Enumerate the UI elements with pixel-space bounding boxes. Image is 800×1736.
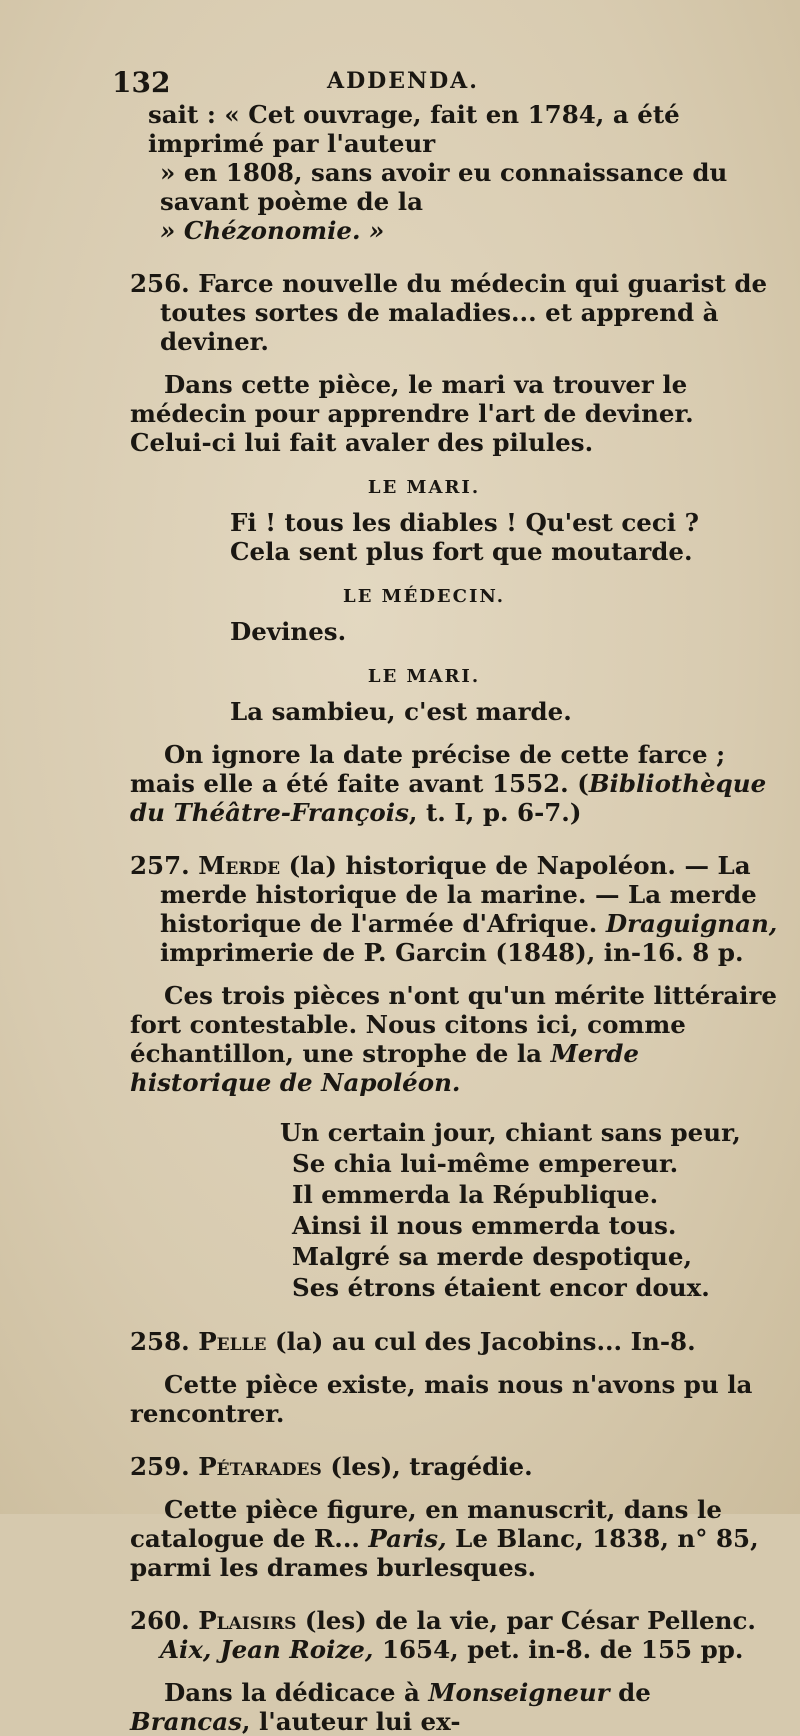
speech-line: Fi ! tous les diables ! Qu'est ceci ? [230, 508, 699, 537]
verse-stanza [130, 1117, 778, 1303]
entry-256-note: On ignore la date précise de cette farce ; mais elle a été faite avant 1552. (Bibliothèque du Théâtre-François, t. I, p. 6-7.) [130, 740, 767, 827]
continuation-quote: sait : « Cet ouvrage, fait en 1784, a été imprimé par l'auteur » en 1808, sans avoir eu connaissance du savant poème de la » Chézonomie. » [148, 100, 728, 245]
entry-256-title: 256. Farce nouvelle du médecin qui guarist de toutes sortes de maladies... et apprend à deviner. [130, 269, 768, 356]
entry-258-note: Cette pièce existe, mais nous n'avons pu la rencontrer. [130, 1370, 753, 1428]
entry-260-note: Dans la dédicace à Monseigneur de Brancas, l'auteur lui ex- [130, 1678, 651, 1736]
verse-line: Ses étrons étaient encor doux. [292, 1273, 710, 1302]
page-header [0, 66, 800, 102]
verse-line: Se chia lui-même empereur. [292, 1149, 679, 1178]
running-title: ADDENDA. [327, 68, 479, 94]
speech-line: Devines. [230, 617, 347, 646]
entry-257-title: 257. Merde (la) historique de Napoléon. — La merde historique de la marine. — La merde historique de l'armée d'Afrique. Draguignan, imprimerie de P. Garcin (1848), in-16. 8 p. [130, 851, 778, 967]
speech-line: Cela sent plus fort que moutarde. [230, 537, 693, 566]
entry-259-note: Cette pièce figure, en manuscrit, dans le catalogue de R... Paris, Le Blanc, 1838, n° 85, parmi les drames burlesques. [130, 1495, 759, 1582]
page-number: 132 [112, 66, 171, 99]
entry-256-intro: Dans cette pièce, le mari va trouver le médecin pour apprendre l'art de deviner. Celui-ci lui fait avaler des pilules. [130, 370, 694, 457]
speaker-mari: LE MARI. [367, 477, 481, 498]
verse-line: Ainsi il nous emmerda tous. [292, 1211, 677, 1240]
verse-line: Malgré sa merde despotique, [292, 1242, 692, 1271]
entry-260-title: 260. Plaisirs (les) de la vie, par César Pellenc. Aix, Jean Roize, 1654, pet. in-8. de 155 pp. [130, 1606, 756, 1664]
verse-line: Un certain jour, chiant sans peur, [280, 1118, 741, 1147]
speaker-medecin: LE MÉDECIN. [343, 586, 505, 607]
entry-258-title: 258. Pelle (la) au cul des Jacobins... In-8. [130, 1327, 696, 1356]
speaker-mari: LE MARI. [367, 666, 481, 687]
entry-259-title: 259. Pétarades (les), tragédie. [130, 1452, 533, 1481]
entry-257-note: Ces trois pièces n'ont qu'un mérite littéraire fort contestable. Nous citons ici, comme échantillon, une strophe de la Merde historique de Napoléon. [130, 981, 777, 1097]
verse-line: Il emmerda la République. [292, 1180, 659, 1209]
page-body [130, 100, 778, 1736]
speech-line: La sambieu, c'est marde. [230, 697, 572, 726]
